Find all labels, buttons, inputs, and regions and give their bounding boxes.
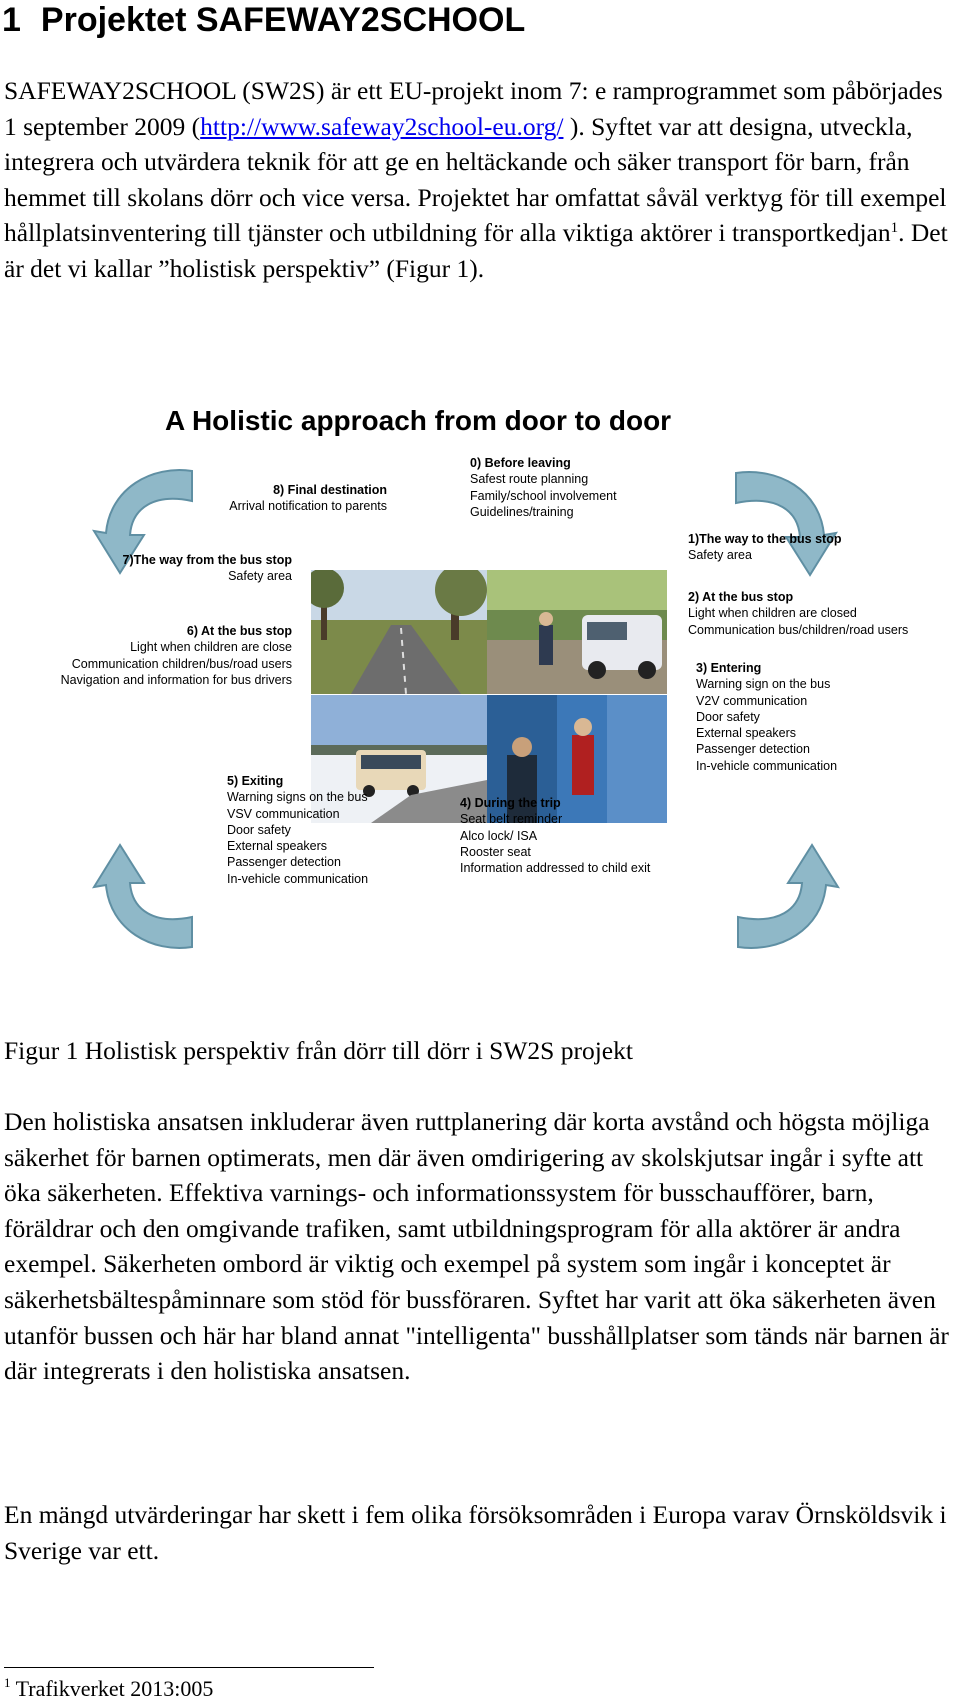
intro-text-1: SAFEWAY2SCHOOL (SW2S) är ett EU-projekt inom 7: e ramprogrammet som påbörjades 1 september 2009 ( bbox=[4, 76, 943, 141]
holistic-figure bbox=[0, 395, 960, 975]
curved-arrow-bottom-left-icon bbox=[92, 840, 202, 955]
footnote bbox=[4, 1675, 213, 1703]
curved-arrow-bottom-right-icon bbox=[730, 840, 840, 955]
footnote-number: 1 bbox=[4, 1675, 11, 1690]
photo-child-with-van bbox=[487, 570, 667, 694]
body-paragraph-2: Den holistiska ansatsen inkluderar även ruttplanering där korta avstånd och högsta möjliga säkerhet för barnen optimerats, men där även omdirigering av skolskjutsar ingår i syfte att öka säkerheten. Effektiva varnings- och informationssystem för busschaufförer, barn, föräldrar och den omgivande trafiken, samt utbildningsprogram för alla aktörer är andra exempel. Säkerheten ombord är viktig och exempel på system som ingår i konceptet är säkerhetsbältespåminnare som stöd för bussföraren. Syftet har varit att öka säkerheten även utanför bussen och här har bland annat "intelligenta" busshållplatser som tänds när barnen är där integrerats i den holistiska ansatsen. bbox=[4, 1107, 949, 1386]
step-1-way-to-bus-stop: 1)The way to the bus stop Safety area bbox=[688, 532, 842, 563]
section-number: 1 bbox=[2, 1, 21, 39]
step-5-exiting: 5) Exiting Warning signs on the bus VSV communication Door safety External speakers Passenger detection In-vehicle communication bbox=[227, 774, 369, 886]
intro-paragraph bbox=[4, 73, 954, 287]
step-2-at-bus-stop: 2) At the bus stop Light when children are closed Communication bus/children/road users bbox=[688, 590, 909, 637]
step-0-before-leaving: 0) Before leaving Safest route planning Family/school involvement Guidelines/training bbox=[470, 456, 617, 519]
step-7-way-from-bus-stop: 7)The way from the bus stop Safety area bbox=[122, 553, 292, 584]
step-3-entering: 3) Entering Warning sign on the bus V2V communication Door safety External speakers Passenger detection In-vehicle communication bbox=[696, 661, 838, 773]
photo-country-road bbox=[311, 570, 487, 694]
body-paragraph-3: En mängd utvärderingar har skett i fem olika försöksområden i Europa varav Örnsköldsvik i Sverige var ett. bbox=[4, 1500, 947, 1565]
project-link[interactable]: http://www.safeway2school-eu.org/ bbox=[200, 111, 564, 141]
footnote-text: Trafikverket 2013:005 bbox=[10, 1676, 214, 1701]
footnote-separator bbox=[4, 1667, 374, 1668]
figure-title: A Holistic approach from door to door bbox=[165, 405, 672, 436]
section-title: Projektet SAFEWAY2SCHOOL bbox=[40, 1, 526, 39]
footnote-reference[interactable]: 1 bbox=[890, 220, 899, 237]
figure-caption: Figur 1 Holistisk perspektiv från dörr till dörr i SW2S projekt bbox=[4, 1036, 633, 1065]
step-4-during-the-trip: 4) During the trip Seat belt reminder Alco lock/ ISA Rooster seat Information addressed to child exit bbox=[460, 796, 651, 876]
step-6-at-bus-stop: 6) At the bus stop Light when children are close Communication children/bus/road users Navigation and information for bus drivers bbox=[60, 624, 292, 687]
intro-text-2: ). Syftet var att designa, utveckla, integrera och utvärdera teknik för att ge en heltäckande och säker transport för barn, från hemmet till skolans dörr och vice versa. Projektet har omfattat såväl verktyg för till exempel hållplatsinventering till tjänster och utbildning för alla viktiga aktörer i transportkedjan bbox=[4, 111, 947, 248]
section-heading bbox=[2, 0, 525, 40]
step-8-final-destination: 8) Final destination Arrival notification to parents bbox=[229, 483, 387, 514]
intro-text-3: . Det är det vi kallar ”holistisk perspektiv” (Figur 1). bbox=[4, 218, 948, 283]
